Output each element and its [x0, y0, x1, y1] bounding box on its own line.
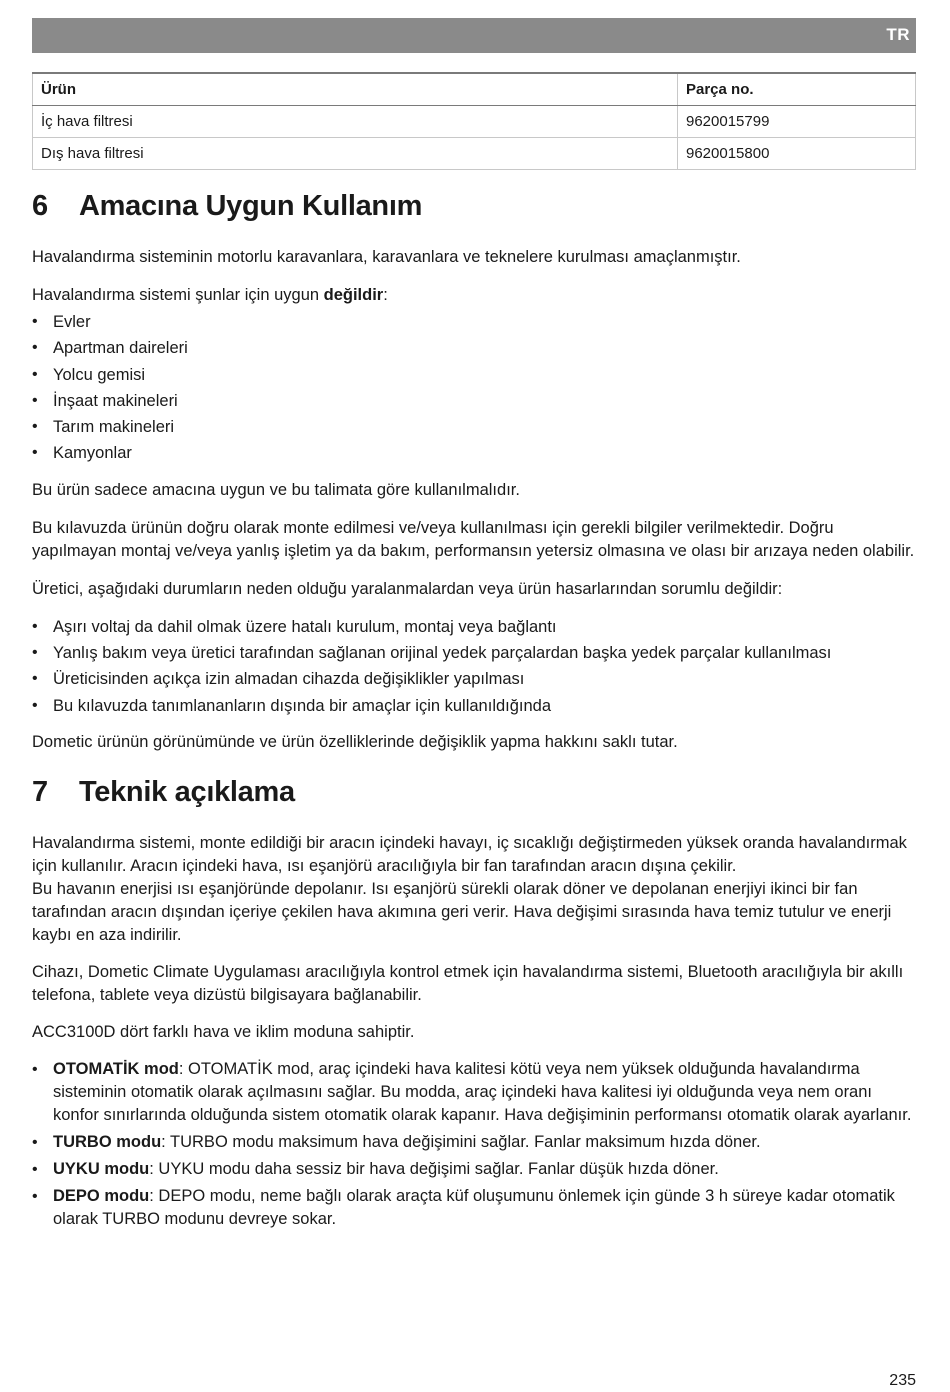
intended-use-text: Havalandırma sisteminin motorlu karavanlara, karavanlara ve teknelere kurulması amaçlanmıştır.: [32, 248, 741, 266]
list-item: • Yanlış bakım veya üretici tarafından sağlanan orijinal yedek parçalardan başka yedek parçalar kullanılması: [32, 640, 916, 666]
mode-name: TURBO modu: [53, 1132, 162, 1151]
not-suitable-bold: değildir: [323, 286, 384, 304]
table-cell-product: İç hava filtresi: [33, 106, 678, 138]
list-item: • İnşaat makineleri: [32, 388, 916, 414]
modes-list: [32, 1058, 916, 1231]
liability-list: [32, 614, 916, 719]
list-item: • Evler: [32, 309, 916, 335]
table-cell-part-number: 9620015799: [678, 106, 916, 138]
mode-name: DEPO modu: [53, 1186, 150, 1205]
mode-item-auto: [32, 1058, 916, 1127]
rights-note: Dometic ürünün görünümünde ve ürün özelliklerinde değişiklik yapma hakkını saklı tutar.: [32, 732, 678, 751]
column-header-part-number: Parça no.: [678, 73, 916, 106]
mode-item-storage: [32, 1185, 916, 1231]
section-7-heading: [32, 776, 916, 816]
page-number: 235: [889, 1372, 916, 1389]
not-suitable-prefix: Havalandırma sistemi şunlar için uygun: [32, 286, 324, 304]
section-6-title: Amacına Uygun Kullanım: [79, 190, 423, 222]
list-item: • Yolcu gemisi: [32, 362, 916, 388]
list-item: • Kamyonlar: [32, 440, 916, 466]
list-item: • Bu kılavuzda tanımlananların dışında bir amaçlar için kullanıldığında: [32, 693, 916, 719]
list-item: • Apartman daireleri: [32, 335, 916, 361]
section-6-heading: [32, 190, 916, 230]
table-row: [33, 106, 916, 138]
list-item: • Tarım makineleri: [32, 414, 916, 440]
table-row: [33, 138, 916, 170]
manual-note: Bu kılavuzda ürünün doğru olarak monte edilmesi ve/veya kullanılması için gerekli bilgiler verilmektedir. Doğru yapılmayan montaj ve/veya yanlış işletim ya da bakım, performansın yetersiz olmasına ve olası bir arızaya neden olabilir.: [32, 518, 915, 560]
mode-text: : TURBO modu maksimum hava değişimini sağlar. Fanlar maksimum hızda döner.: [161, 1132, 761, 1151]
usage-note: Bu ürün sadece amacına uygun ve bu talimata göre kullanılmalıdır.: [32, 480, 520, 499]
technical-description: [32, 832, 916, 947]
technical-description-line1: Havalandırma sistemi, monte edildiği bir aracın içindeki havayı, iç sıcaklığı değiştirmeden yüksek oranda havalandırmak için kullanılır. Aracın içindeki hava, ısı eşanjörü aracılığıyla bir fan tarafından aracın dışına çekilir.: [32, 833, 907, 875]
content: [32, 190, 916, 1231]
not-suitable-suffix: :: [383, 286, 388, 304]
liability-intro: Üretici, aşağıdaki durumların neden olduğu yaralanmalardan veya ürün hasarlarından sorumlu değildir:: [32, 579, 783, 598]
column-header-product: Ürün: [33, 73, 678, 106]
mode-text: : OTOMATİK mod, araç içindeki hava kalitesi kötü veya nem yüksek olduğunda havalandırma sisteminin otomatik olarak açılmasını sağlar. Bu modda, araç içindeki hava kalitesi iyi olduğunda veya nem oranı konfor sınırlarında olduğunda sistem otomatik olarak kapanır. Hava değişiminin performansı otomatik olarak ayarlanır.: [53, 1059, 912, 1124]
header-bar: [32, 18, 916, 53]
list-item: • Üreticisinden açıkça izin almadan cihazda değişiklikler yapılması: [32, 666, 916, 692]
mode-name: UYKU modu: [53, 1159, 150, 1178]
section-6-number: 6: [32, 190, 48, 222]
app-note: Cihazı, Dometic Climate Uygulaması aracılığıyla kontrol etmek için havalandırma sistemi, Bluetooth aracılığıyla bir akıllı telefona, tablete veya dizüstü bilgisayara bağlanabilir.: [32, 962, 904, 1004]
mode-item-turbo: [32, 1131, 916, 1154]
section-7-title: Teknik açıklama: [79, 775, 295, 808]
language-label: TR: [886, 25, 910, 44]
table-cell-part-number: 9620015800: [678, 138, 916, 170]
modes-intro: ACC3100D dört farklı hava ve iklim moduna sahiptir.: [32, 1022, 415, 1041]
list-item: • Aşırı voltaj da dahil olmak üzere hatalı kurulum, montaj veya bağlantı: [32, 614, 916, 640]
table-header-row: [33, 73, 916, 106]
mode-name: OTOMATİK mod: [53, 1059, 179, 1078]
mode-item-sleep: [32, 1158, 916, 1181]
not-suitable-list: [32, 309, 916, 467]
parts-table: [32, 72, 916, 170]
not-suitable-intro: [32, 284, 916, 307]
mode-text: : UYKU modu daha sessiz bir hava değişimi sağlar. Fanlar düşük hızda döner.: [149, 1159, 719, 1178]
mode-text: : DEPO modu, neme bağlı olarak araçta küf oluşumunu önlemek için günde 3 h süreye kadar otomatik olarak TURBO modunu devreye sokar.: [53, 1186, 895, 1228]
table-cell-product: Dış hava filtresi: [33, 138, 678, 170]
section-7-number: 7: [32, 775, 48, 808]
technical-description-line2: Bu havanın enerjisi ısı eşanjöründe depolanır. Isı eşanjörü sürekli olarak döner ve depolanan enerjiyi ikinci bir fan tarafından aracın dışından içeriye çekilen hava akımına geri verir. Hava değişimi sırasında hava temiz tutulur ve enerji kaybı en aza indirilir.: [32, 879, 892, 944]
